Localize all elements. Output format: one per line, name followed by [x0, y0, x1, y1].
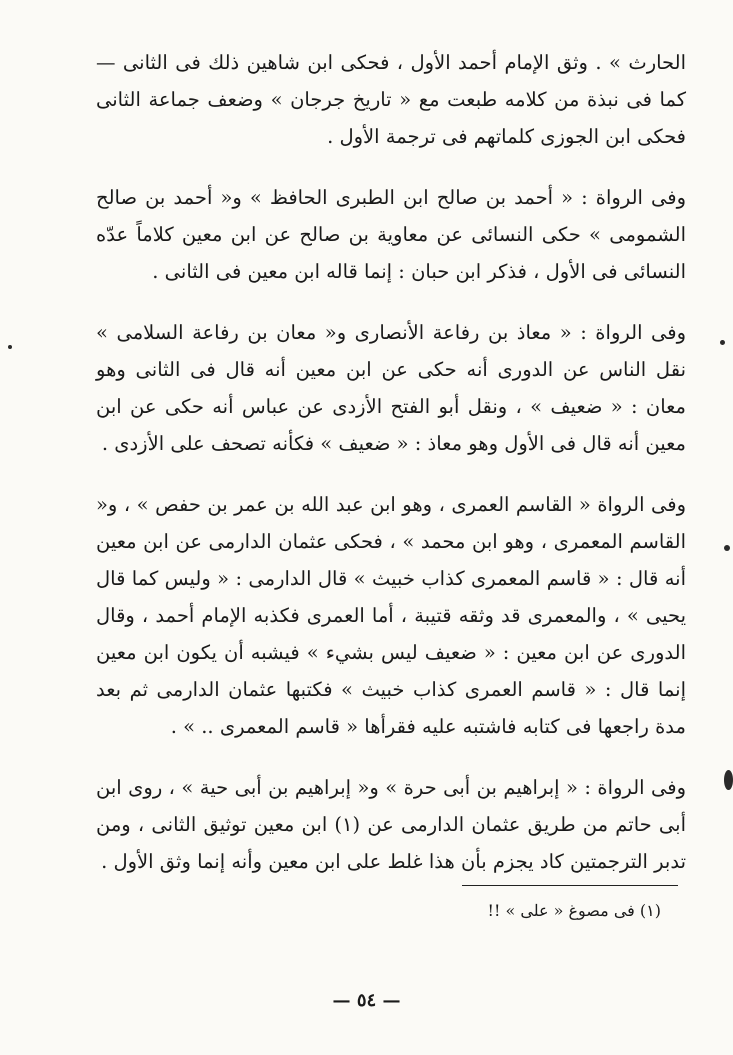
paragraph-4: وفى الرواة « القاسم العمرى ، وهو ابن عبد الله بن عمر بن حفص » ، و« القاسم المعمرى ، وهو ابن محمد » ، فحكى عثمان الدارمى عن ابن معين أنه قال : « قاسم المعمرى كذاب خبيث » قال الدارمى : « وليس كما قال يحيى » ، والمعمرى قد وثقه قتيبة ، أما العمرى فكذبه الإمام أحمد ، وقال الدورى عن ابن معين : « ضعيف ليس بشيء » فيشبه أن يكون ابن معين إنما قال : « قاسم العمرى كذاب خبيث » فكتبها عثمان الدارمى ثم بعد مدة راجعها فى كتابه فاشتبه عليه فقرأها « قاسم المعمرى .. » .	[96, 493, 686, 738]
scan-speck	[8, 345, 12, 349]
scan-speck	[720, 340, 725, 345]
page-number: — ٥٤ —	[332, 990, 401, 1011]
paragraph-3: وفى الرواة : « معاذ بن رفاعة الأنصارى و« معان بن رفاعة السلامى » نقل الناس عن الدورى أنه حكى عن ابن معين أنه قال فى الثانى وهو معان : « ضعيف » ، ونقل أبو الفتح الأزدى عن عباس أنه حكى عن ابن معين أنه قال فى الأول وهو معاذ : « ضعيف » فكأنه تصحف على الأزدى .	[96, 321, 686, 455]
paragraph-2: وفى الرواة : « أحمد بن صالح ابن الطبرى الحافظ » و« أحمد بن صالح الشمومى » حكى النسائى عن معاوية بن صالح عن ابن معين كلاماً عدّه النسائى فى الأول ، فذكر ابن حبان : إنما قاله ابن معين فى الثانى .	[96, 186, 686, 283]
paragraph-5: وفى الرواة : « إبراهيم بن أبى حرة » و« إبراهيم بن أبى حية » ، روى ابن أبى حاتم من طريق عثمان الدارمى عن (١) ابن معين توثيق الثانى ، ومن تدبر الترجمتين كاد يجزم بأن هذا غلط على ابن معين وأنه إنما وثق الأول .	[96, 776, 686, 873]
main-text	[96, 44, 686, 904]
scan-speck	[724, 770, 733, 790]
paragraph-1: الحارث » . وثق الإمام أحمد الأول ، فحكى ابن شاهين ذلك فى الثانى — كما فى نبذة من كلامه طبعت مع « تاريخ جرجان » وضعف جماعة الثانى فحكى ابن الجوزى كلماتهم فى ترجمة الأول .	[96, 51, 686, 148]
footnote-divider	[462, 885, 678, 886]
scan-speck	[724, 545, 730, 551]
footnote: (١) فى مصوغ « على » !!	[487, 901, 661, 920]
